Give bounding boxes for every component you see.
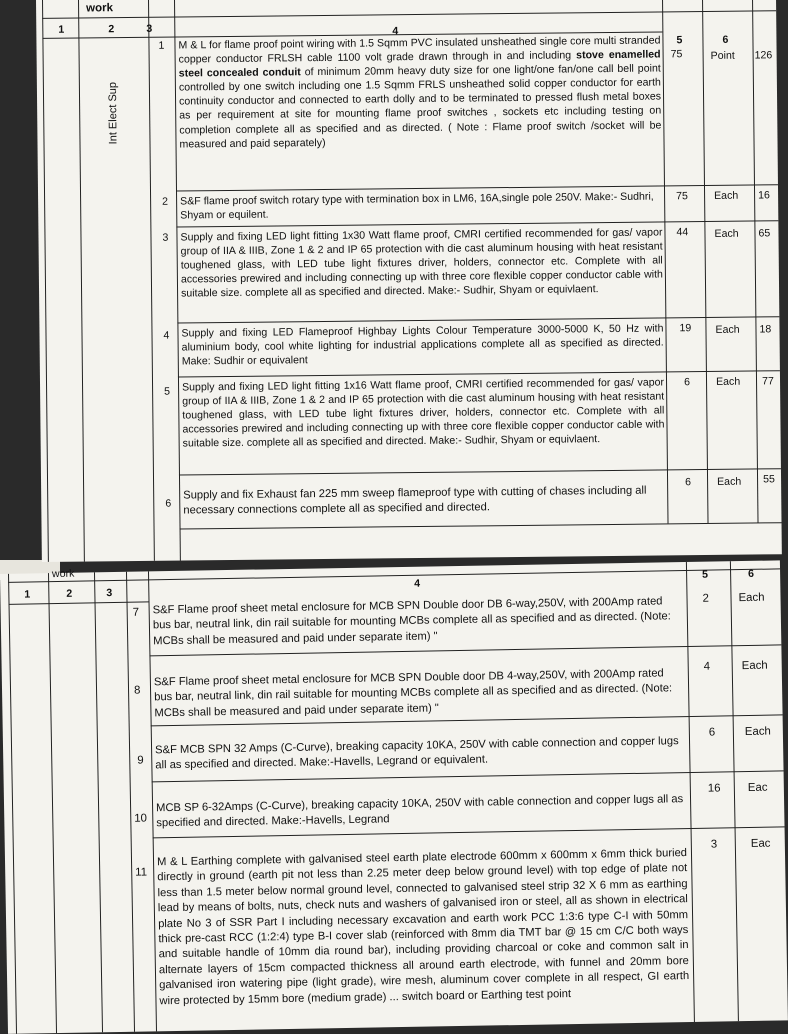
row-4-rate: 18: [759, 323, 772, 336]
row-7-unit: Each: [738, 591, 765, 605]
bottom-col-num-6: 6: [748, 567, 755, 580]
row-7-no: 7: [132, 606, 140, 619]
row-4-no: 4: [163, 329, 170, 342]
row-9-unit: Each: [744, 725, 771, 739]
row-10-qty: 16: [707, 782, 721, 795]
sub-head-label: Int Elect Sup: [106, 81, 120, 145]
row-4-description: Supply and fixing LED Flameproof Highbay Lights Colour Temperature 3000-5000 K, 50 Hz with aluminium body, cool white lighting for industrial applications complete all as specified as directed. Make: Sudhir or equivalent: [181, 322, 664, 368]
row-11-description: M & L Earthing complete with galvanised steel earth plate electrode 600mm x 600mm x 6mm thick buried directly in ground (earth pit not less than 2.25 meter deep below ground level) with top edge of plate not less than 1.5 meter below normal ground level, connected to galvanised steel strip 32 X 6 mm as earthing lead by means of bolts, nuts, check nuts and washers of galvanised iron or steel, all as shown in electrical plate No 3 of SSR Part I including necessary excavation and earth work PCC 1:3:6 type C-I with 50mm thick pre-cast RCC (1:2:4) type B-I cover slab (reinforced with 8mm dia TMT bar @ 15 cm C/C both ways and suitable handle of 10mm dia round bar), including providing charcoal or coke and common salt in alternate layers of 15cm compacted thickness all around earth electrode, with funnel and 20mm bore galvanised iron watering pipe (light grade), wire mesh, aluminum cover complete in all respect, GI earth wire protected by 15mm bore (medium grade) ... switch board or Earthing test point: [156, 847, 690, 1007]
row-9-no: 9: [137, 754, 144, 767]
row-4-qty: 19: [679, 322, 692, 335]
row-2-description: S&F flame proof switch rotary type with termination box in LM6, 16A,single pole 250V. Make:- Sudhri, Shyam or equilent.: [180, 190, 654, 222]
header-col-8: [758, 0, 772, 1]
row-6-no: 6: [165, 497, 172, 510]
bottom-header-fragment: work: [51, 567, 75, 581]
header-fragment: work: [86, 2, 113, 15]
row-10-no: 10: [134, 812, 148, 825]
top-page: [36, 0, 782, 562]
row-11-qty: 3: [710, 838, 718, 851]
row-7-description: S&F Flame proof sheet metal enclosure for MCB SPN Double door DB 6-way,250V, with 200Amp rated bus bar, neutral link, din rail suitable for mounting MCBs complete all as specified and as directed. (Note: MCBs shall be measured and paid under separate item) ": [152, 595, 671, 648]
row-2-qty: 75: [676, 190, 688, 203]
col-num-1: 1: [58, 23, 65, 36]
row-1-description: M & L for flame proof point wiring with 1.5 Sqmm PVC insulated unsheathed single core multi stranded copper conductor FRLSH cable 1100 volt grade drawn through in and including stove enamelled steel concealed conduit of minimum 20mm heavy duty size for one light/one fan/one call bell point controlled by one switch including one 1.5 Sqmm FRLS unsheathed solid copper conductor for earth continuity conductor and connected to earth dolly and to be terminated to pressed flush metal boxes as per requirement at site for mounting flame proof switches , sockets etc including testing on completion complete all as specified and as directed. ( Note : Flame proof switch /socket will be measured and paid separately): [178, 34, 662, 151]
bottom-page: [0, 560, 788, 1034]
bottom-col-num-5: 5: [702, 568, 709, 581]
col-num-5: 5: [676, 34, 683, 47]
row-1-qty: 75: [670, 48, 683, 61]
col-num-4: 4: [392, 25, 399, 38]
row-8-description: S&F Flame proof sheet metal enclosure for MCB SPN Double door DB 4-way,250V, with 200Amp rated bus bar, neutral link, din rail suitable for mounting MCBs complete all as specified and as directed. (Note: MCBs shall be measured and paid under separate item) ": [153, 667, 673, 720]
row-5-qty: 6: [683, 376, 691, 389]
row-4-unit: Each: [715, 323, 740, 336]
row-1-rate: 126: [754, 49, 773, 62]
col-num-6: 6: [722, 33, 729, 46]
header-col-7: [708, 0, 719, 1]
bottom-col-num-1: 1: [24, 588, 31, 601]
row-3-no: 3: [162, 231, 169, 244]
bottom-col-num-4: 4: [414, 577, 421, 590]
row-9-qty: 6: [708, 726, 716, 739]
row-1-unit: Point: [710, 49, 735, 62]
row-9-description: S&F MCB SPN 32 Amps (C-Curve), breaking capacity 10KA, 250V with cable connection and copper lugs all as specified and directed. Make:-Havells, Legrand or equivalent.: [154, 735, 679, 772]
row-2-unit: Each: [714, 189, 739, 202]
row-3-unit: Each: [714, 227, 739, 240]
col-num-2: 2: [108, 23, 115, 36]
row-5-description: Supply and fixing LED light fitting 1x16 Watt flame proof, CMRI certified recommended for gas/ vapor group of IIA & IIIB, Zone 1 & 2 and IP 65 protection with die cast aluminum housing with heat resistant toughened glass, with LED tube light fixtures driver, holders, connector etc. Complete with all accessories prewired and including connecting up with three core flexible copper conductor cable with suitable size. complete all as specified and directed. Make:- Sudhir, Shyam or equivlaent.: [182, 376, 665, 450]
row-2-no: 2: [162, 195, 169, 208]
row-8-qty: 4: [703, 660, 711, 673]
bottom-col-num-3: 3: [106, 587, 113, 600]
col-num-3: 3: [146, 22, 153, 35]
row-11-unit: Eac: [750, 837, 771, 850]
row-2-rate: 16: [758, 189, 770, 202]
row-7-qty: 2: [702, 592, 709, 605]
row-3-description: Supply and fixing LED light fitting 1x30 Watt flame proof, CMRI certified recommended for gas/ vapor group of IIA & IIIB, Zone 1 & 2 and IP 65 protection with die cast aluminum housing with heat resistant toughened glass, with LED tube light fixtures driver, holders, connector etc. Complete with all accessories prewired and including connecting up with three core flexible copper conductor cable with suitable size. complete all as specified and directed. Make:- Sudhir, Shyam or equivlaent.: [180, 226, 663, 300]
row-8-unit: Each: [741, 659, 768, 673]
row-5-rate: 77: [761, 375, 774, 388]
row-6-description: Supply and fix Exhaust fan 225 mm sweep flameproof type with cutting of chases including all necessary connections complete all as specified and directed.: [183, 484, 647, 517]
row-3-qty: 44: [676, 226, 689, 239]
row-11-no: 11: [135, 866, 148, 879]
row-1-no: 1: [158, 39, 165, 52]
row-6-qty: 6: [685, 476, 692, 489]
bottom-col-num-2: 2: [66, 587, 73, 600]
row-10-description: MCB SP 6-32Amps (C-Curve), breaking capacity 10KA, 250V with cable connection and copper lugs all as specified and directed. Make:-Havells, Legrand: [156, 793, 684, 830]
row-6-rate: 55: [762, 473, 775, 486]
row-3-rate: 65: [758, 227, 771, 240]
row-5-unit: Each: [715, 375, 741, 388]
row-10-unit: Eac: [747, 781, 768, 794]
row-6-unit: Each: [717, 475, 742, 488]
row-8-no: 8: [133, 684, 141, 697]
row-5-no: 5: [164, 385, 171, 398]
